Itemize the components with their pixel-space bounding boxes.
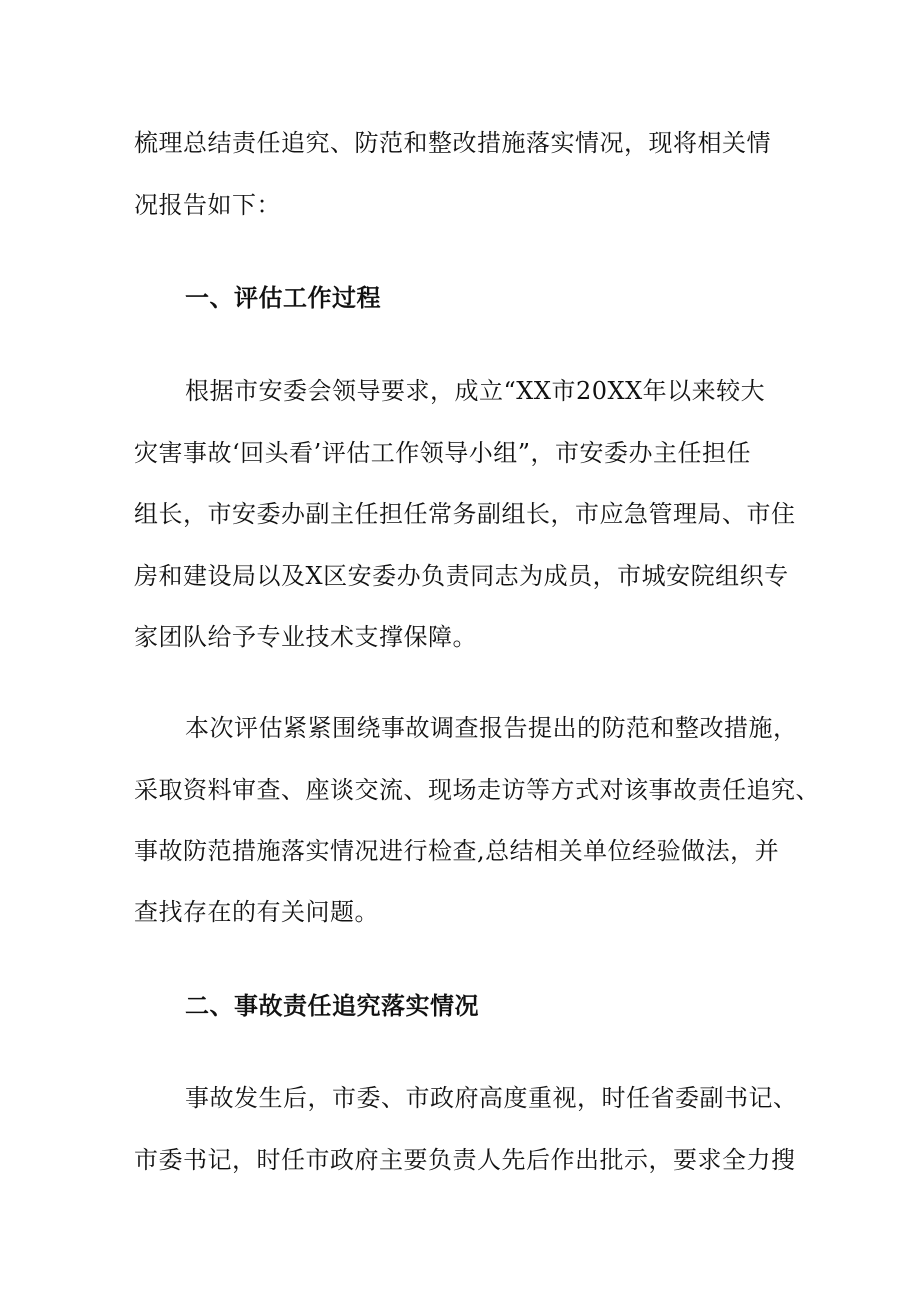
intro-line-2: 况报告如下： [134, 191, 281, 219]
section2-para1-line-1: 事故发生后，市委、市政府高度重视，时任省委副书记、 [185, 1084, 798, 1112]
section1-heading: 一、评估工作过程 [185, 283, 381, 312]
section1-para1-line-4: 房和建设局以及X区安委办负责同志为成员，市城安院组织专 [134, 562, 789, 590]
section1-para2-line-3: 事故防范措施落实情况进行检查,总结相关单位经验做法，并 [134, 837, 780, 865]
section1-para1-line-1: 根据市安委会领导要求，成立“XX市20XX年以来较大 [185, 377, 766, 405]
section1-para1-line-2: 灾害事故‘回头看’评估工作领导小组”，市安委办主任担任 [134, 439, 752, 467]
section2-heading: 二、事故责任追究落实情况 [185, 991, 479, 1020]
section2-para1-line-2: 市委书记，时任市政府主要负责人先后作出批示，要求全力搜 [134, 1146, 796, 1174]
section1-para2-line-1: 本次评估紧紧围绕事故调查报告提出的防范和整改措施， [185, 714, 798, 742]
section1-para1-line-5: 家团队给予专业技术支撑保障。 [134, 623, 477, 651]
section1-para2-line-4: 查找存在的有关问题。 [134, 898, 379, 926]
section1-para2-line-2: 采取资料审查、座谈交流、现场走访等方式对该事故责任追究、 [134, 776, 820, 804]
intro-line-1: 梳理总结责任追究、防范和整改措施落实情况，现将相关情 [134, 129, 771, 157]
section1-para1-line-3: 组长，市安委办副主任担任常务副组长，市应急管理局、市住 [134, 500, 796, 528]
